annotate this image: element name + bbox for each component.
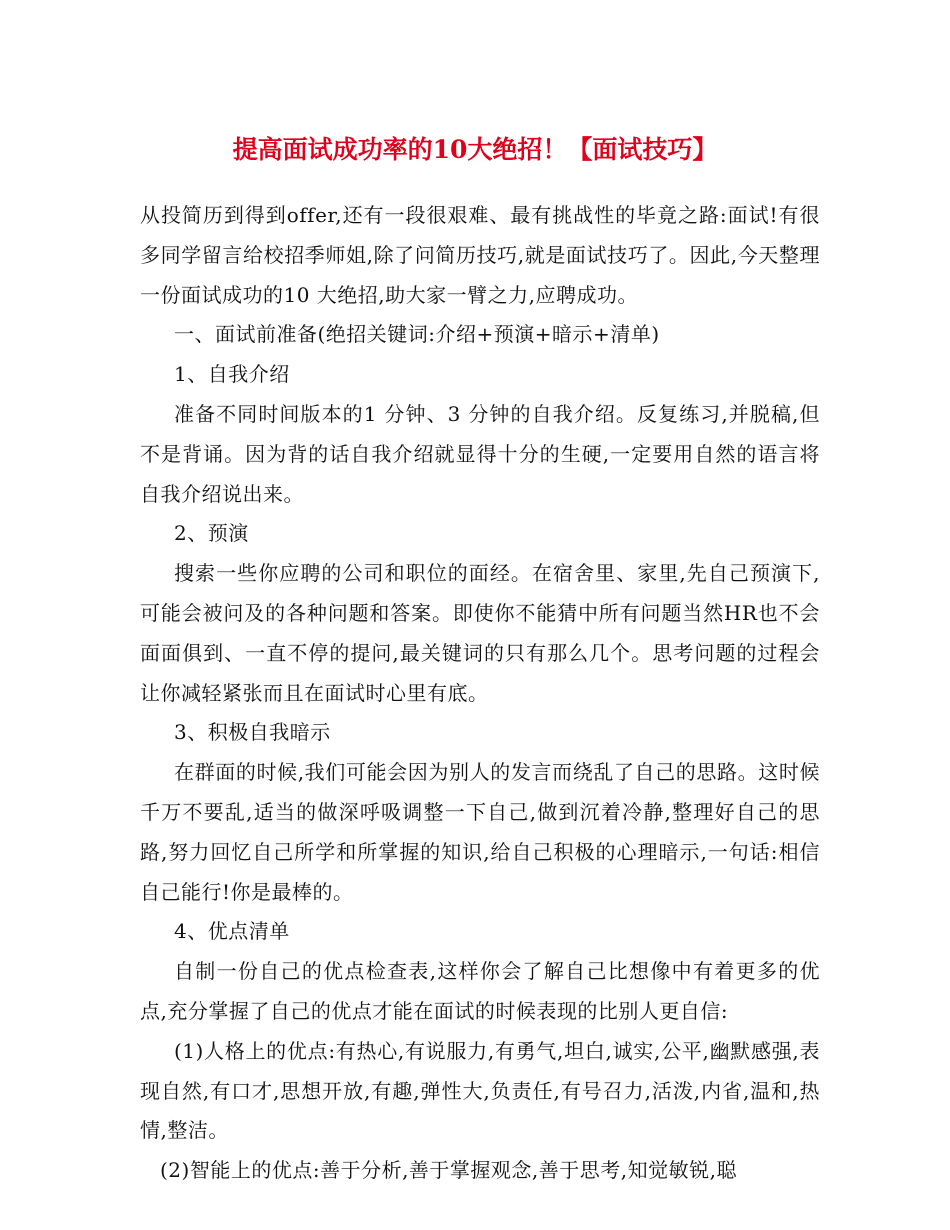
paragraph-personality-strengths: (1)人格上的优点:有热心,有说服力,有勇气,坦白,诚实,公平,幽默感强,表现自然,有口才,思想开放,有趣,弹性大,负责任,有号召力,活泼,内省,温和,热情,整洁。: [140, 1038, 820, 1143]
intro-paragraph: 从投简历到得到offer,还有一段很艰难、最有挑战性的毕竟之路:面试!有很多同学留言给校招季师姐,除了问简历技巧,就是面试技巧了。因此,今天整理一份面试成功的10 大绝招,助大家一臂之力,应聘成功。: [140, 203, 820, 307]
document-body: [140, 196, 820, 1191]
paragraph-strengths-list: 自制一份自己的优点检查表,这样你会了解自己比想像中有着更多的优点,充分掌握了自己的优点才能在面试的时候表现的比别人更自信:: [140, 959, 820, 1023]
paragraph-positive-suggestion: 在群面的时候,我们可能会因为别人的发言而绕乱了自己的思路。这时候千万不要乱,适当的做深呼吸调整一下自己,做到沉着冷静,整理好自己的思路,努力回忆自己所学和所掌握的知识,给自己积极的心理暗示,一句话:相信自己能行!你是最棒的。: [140, 760, 820, 904]
paragraph-rehearsal: 搜索一些你应聘的公司和职位的面经。在宿舍里、家里,先自己预演下,可能会被问及的各种问题和答案。即使你不能猜中所有问题当然HR也不会面面俱到、一直不停的提问,最关键词的只有那么几个。思考问题的过程会让你减轻紧张而且在面试时心里有底。: [140, 561, 820, 705]
paragraph-intellectual-strengths: (2)智能上的优点:善于分析,善于掌握观念,善于思考,知觉敏锐,聪: [160, 1158, 737, 1183]
subheading-strengths-list: 4、优点清单: [174, 919, 290, 944]
subheading-self-intro: 1、自我介绍: [174, 362, 290, 387]
paragraph-self-intro: 准备不同时间版本的1 分钟、3 分钟的自我介绍。反复练习,并脱稿,但不是背诵。因为背的话自我介绍就显得十分的生硬,一定要用自然的语言将自我介绍说出来。: [140, 401, 820, 506]
subheading-rehearsal: 2、预演: [174, 521, 249, 546]
subheading-positive-suggestion: 3、积极自我暗示: [174, 720, 331, 745]
document-title: 提高面试成功率的10大绝招！【面试技巧】: [232, 135, 718, 164]
section-heading: 一、面试前准备(绝招关键词:介绍+预演+暗示+清单): [174, 322, 660, 347]
